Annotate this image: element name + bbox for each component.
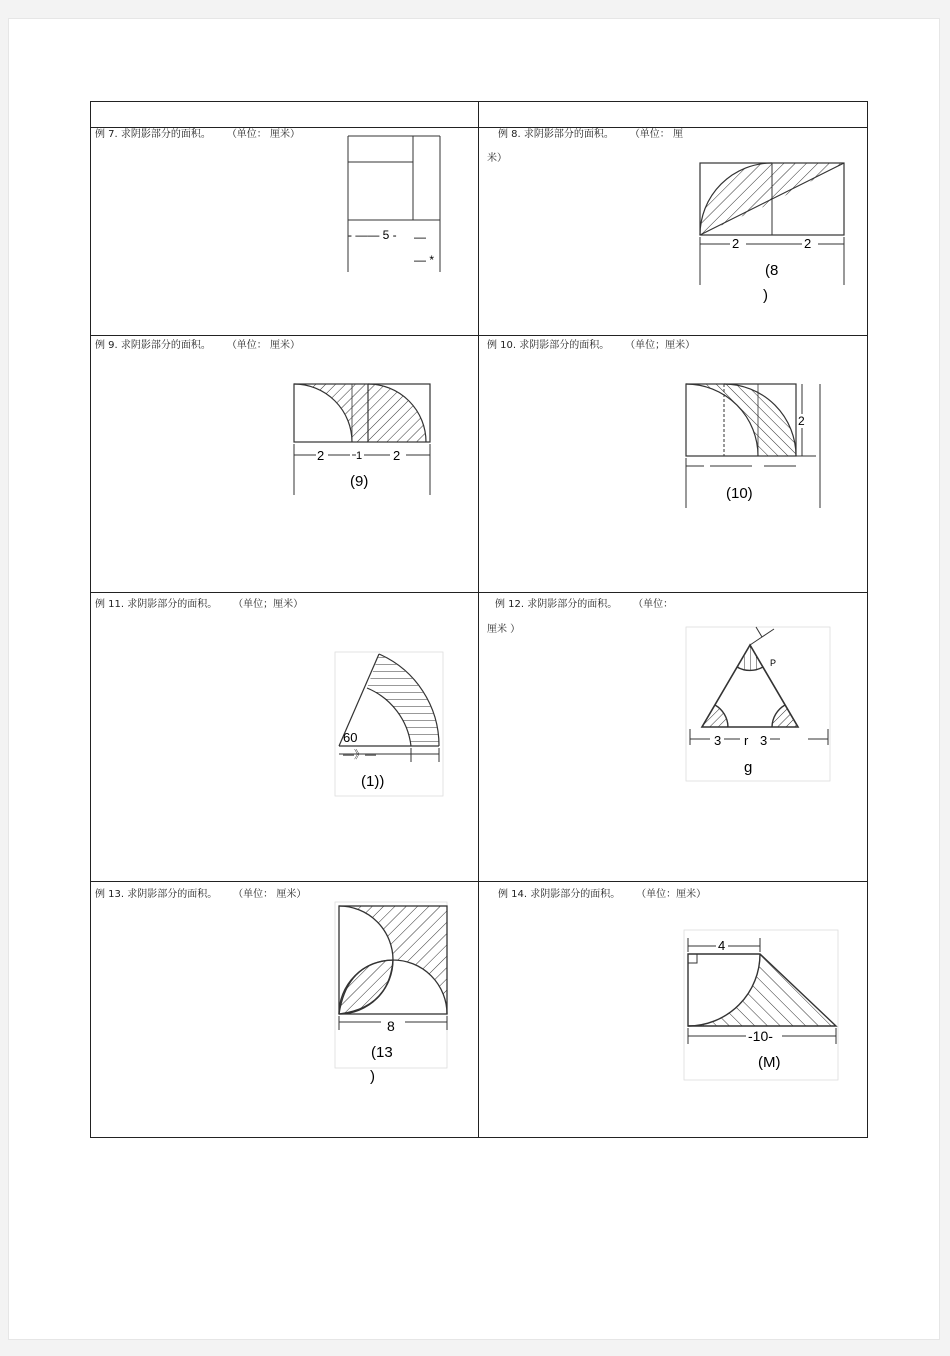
fig9-label-2b: 2 [393,448,401,463]
fig11-caption: (1)) [361,773,385,790]
figure-9 [290,380,440,500]
figure-8 [690,155,855,305]
fig9-caption: (9) [350,473,369,490]
fig11-label-60: 60 [343,730,358,745]
figure-12 [684,625,834,785]
example-7-title: 例 7. 求阴影部分的面积。 （单位： 厘米） [95,129,300,140]
fig9-label-1: 1 [356,450,363,462]
fig12-label-r: r [744,733,749,748]
example-8-title: 例 8. 求阴影部分的面积。 （单位： 厘 [498,129,683,140]
fig11-label-arrow: —》— [343,749,376,761]
fig8-label-2a: 2 [732,236,740,251]
row-divider [91,592,867,593]
example-14-title: 例 14. 求阴影部分的面积。 （单位：厘米） [498,889,707,900]
fig13-caption-paren: ) [370,1068,375,1085]
fig7-label-5: - —— 5 - [348,228,397,242]
example-13-title: 例 13. 求阴影部分的面积。 （单位： 厘米） [95,889,307,900]
fig14-caption: (M) [758,1054,781,1071]
example-10-title: 例 10. 求阴影部分的面积。 （单位；厘米） [487,340,696,351]
fig14-label-4: 4 [718,938,726,953]
example-12-unit-cont: 厘米 ） [487,624,521,635]
fig12-label-3b: 3 [760,733,768,748]
example-12-title: 例 12. 求阴影部分的面积。 （单位： [495,599,674,610]
fig7-label-dash: — [414,230,426,244]
fig12-label-3a: 3 [714,733,722,748]
figure-13 [333,900,453,1090]
fig8-label-2b: 2 [804,236,812,251]
example-8-unit-cont: 米） [487,153,507,164]
fig13-caption: (13 [371,1044,393,1061]
fig8-caption-paren: ) [763,287,768,304]
column-divider [478,102,479,1137]
fig7-label-star: — * [414,253,435,267]
figure-7 [340,130,450,275]
fig12-caption: g [744,759,753,776]
figure-10 [680,378,830,513]
example-11-title: 例 11. 求阴影部分的面积。 （单位；厘米） [95,599,304,610]
row-divider [91,881,867,882]
fig12-label-p: P [770,658,777,668]
fig10-label-2: 2 [798,414,805,428]
fig10-caption: (10) [726,485,753,502]
fig8-caption: (8 [765,262,779,279]
fig14-label-10: -10- [748,1028,773,1044]
fig13-label-8: 8 [387,1018,395,1034]
example-9-title: 例 9. 求阴影部分的面积。 （单位： 厘米） [95,340,300,351]
figure-11 [333,650,448,798]
figure-14 [682,928,842,1083]
fig9-label-2a: 2 [317,448,325,463]
